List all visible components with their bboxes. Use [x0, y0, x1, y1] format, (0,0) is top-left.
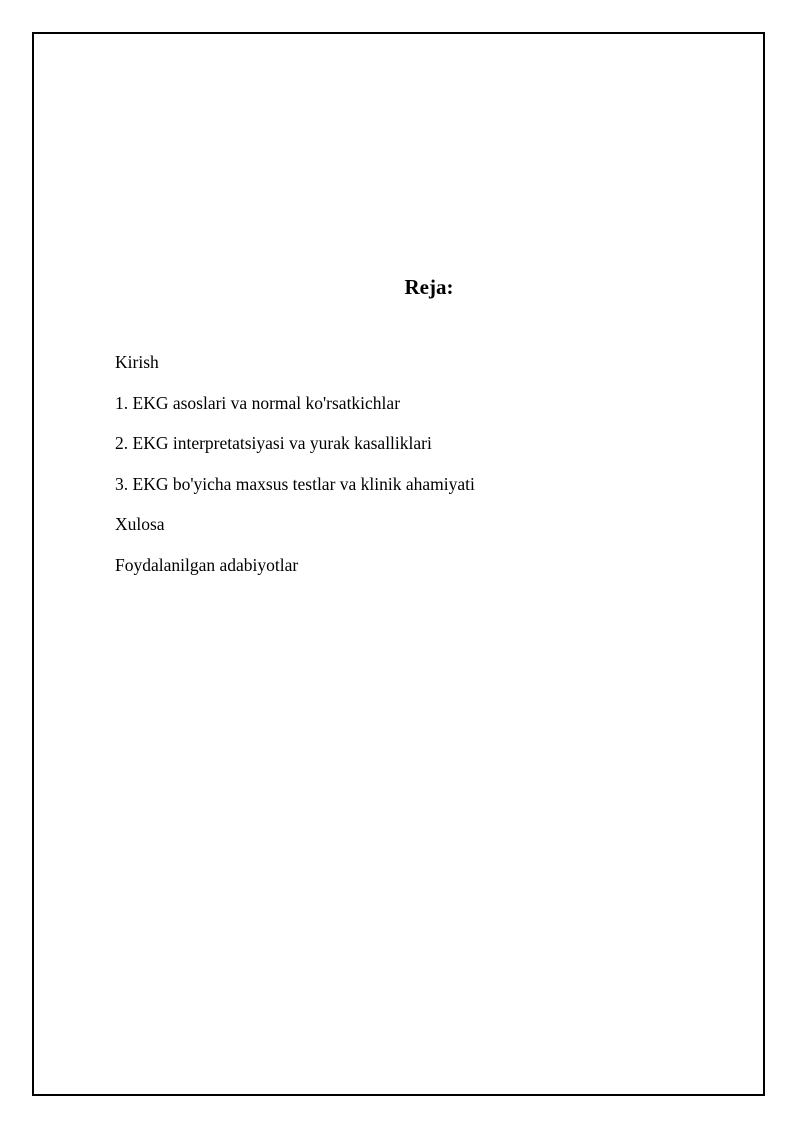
page-title: Reja: [404, 275, 454, 299]
plan-item-chapter-2: 2. EKG interpretatsiyasi va yurak kasalliklari [115, 433, 432, 454]
plan-list [115, 350, 475, 594]
plan-item-conclusion: Xulosa [115, 514, 165, 535]
plan-item-chapter-1: 1. EKG asoslari va normal ko'rsatkichlar [115, 392, 401, 413]
plan-item-introduction: Kirish [115, 352, 159, 372]
plan-item-references: Foydalanilgan adabiyotlar [115, 554, 299, 575]
plan-item-chapter-3: 3. EKG bo'yicha maxsus testlar va klinik ahamiyati [115, 473, 475, 494]
